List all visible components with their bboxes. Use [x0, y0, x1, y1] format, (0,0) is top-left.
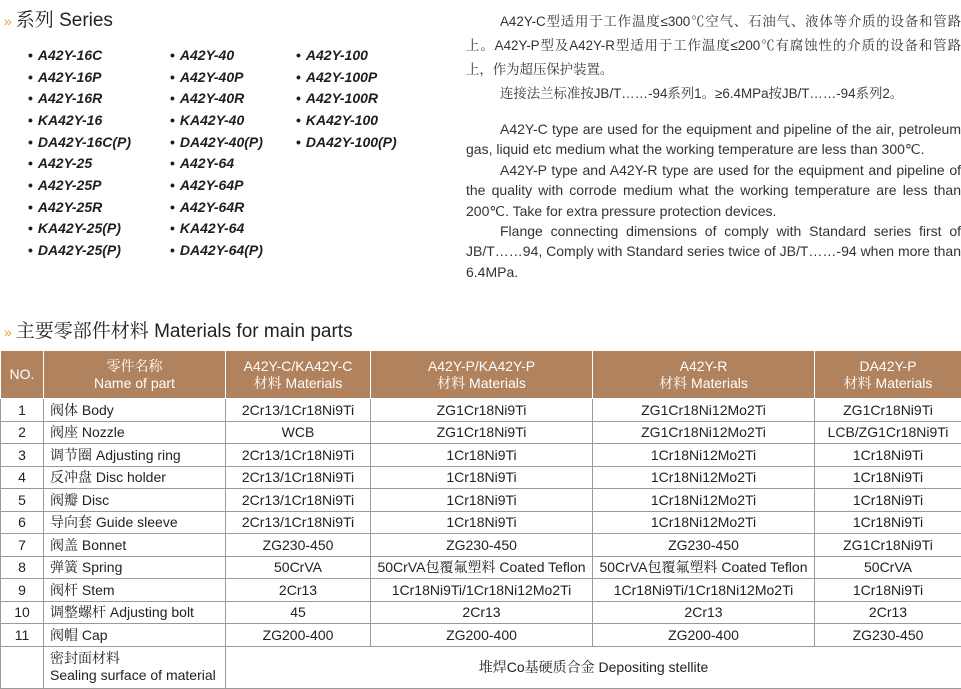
series-model: DA42Y-40(P)	[179, 133, 263, 150]
header-name-cn: 零件名称	[106, 357, 163, 374]
table-row	[1, 399, 961, 422]
chevron-icon: »	[4, 324, 10, 340]
cell-material-c: 2Cr13	[226, 579, 371, 602]
series-title: 系列 Series	[15, 10, 113, 31]
cell-material-r: 1Cr18Ni12Mo2Ti	[593, 489, 815, 512]
series-item	[28, 218, 131, 240]
cell-material-c: 2Cr13/1Cr18Ni9Ti	[226, 466, 371, 489]
sealing-name-en: Sealing surface of material	[50, 667, 216, 683]
header-model: DA42Y-P	[859, 357, 917, 374]
cell-material-c: 2Cr13/1Cr18Ni9Ti	[226, 489, 371, 512]
header-model: A42Y-R	[679, 357, 728, 374]
bullet-icon: •	[170, 220, 175, 237]
series-item	[170, 131, 263, 153]
cell-part-name: 反冲盘 Disc holder	[44, 466, 226, 489]
bullet-icon: •	[28, 111, 33, 128]
description-english	[466, 119, 961, 282]
cell-material-d: ZG1Cr18Ni9Ti	[815, 534, 961, 557]
materials-heading	[4, 316, 353, 343]
series-model: A42Y-100R	[305, 90, 379, 107]
table-row	[1, 534, 961, 557]
bullet-icon: •	[170, 176, 175, 193]
cell-no: 7	[1, 534, 44, 557]
cell-material-r: 1Cr18Ni12Mo2Ti	[593, 466, 815, 489]
series-item	[28, 66, 131, 88]
series-item	[170, 109, 263, 131]
cell-material-d: 1Cr18Ni9Ti	[815, 466, 961, 489]
cell-no: 10	[1, 601, 44, 624]
cell-part-name: 导向套 Guide sleeve	[44, 511, 226, 534]
series-model: A42Y-64	[179, 155, 235, 172]
cell-material-p: ZG200-400	[371, 624, 593, 647]
table-row	[1, 466, 961, 489]
cell-part-name: 阀体 Body	[44, 399, 226, 422]
cell-material-r: 1Cr18Ni12Mo2Ti	[593, 511, 815, 534]
series-item	[170, 66, 263, 88]
cell-material-c: 50CrVA	[226, 556, 371, 579]
header-materials: 材料 Materials	[843, 374, 933, 391]
header-name-of-part	[44, 351, 226, 399]
series-item	[28, 109, 131, 131]
description-en-paragraph: A42Y-P type and A42Y-R type are used for the equipment and pipeline of the quality with corrode medium what the working temperature are less than 200℃. Take for extra pressure protection devices.	[466, 161, 961, 219]
table-row	[1, 579, 961, 602]
header-model: A42Y-P/KA42Y-P	[427, 357, 536, 374]
series-model: DA42Y-16C(P)	[37, 133, 132, 150]
series-model: KA42Y-25(P)	[37, 220, 121, 237]
materials-table	[0, 350, 961, 689]
series-column-1	[28, 44, 131, 261]
cell-material-d: ZG1Cr18Ni9Ti	[815, 399, 961, 422]
series-model: A42Y-25P	[37, 176, 102, 193]
series-model: KA42Y-64	[179, 220, 245, 237]
cell-material-r: 1Cr18Ni12Mo2Ti	[593, 444, 815, 467]
bullet-icon: •	[296, 111, 301, 128]
bullet-icon: •	[170, 68, 175, 85]
series-item	[28, 239, 131, 261]
cell-part-name: 阀瓣 Disc	[44, 489, 226, 512]
series-item	[296, 109, 397, 131]
bullet-icon: •	[28, 68, 33, 85]
cell-material-r: ZG1Cr18Ni12Mo2Ti	[593, 421, 815, 444]
series-item	[170, 239, 263, 261]
series-item	[170, 196, 263, 218]
description-cn-paragraph: A42Y-C型适用于工作温度≤300℃空气、石油气、液体等介质的设备和管路上。A42Y-P型及A42Y-R型适用于工作温度≤200℃有腐蚀性的介质的设备和管路上，作为超压保护装置。	[466, 14, 961, 77]
cell-material-p: ZG1Cr18Ni9Ti	[371, 421, 593, 444]
cell-material-r: ZG230-450	[593, 534, 815, 557]
cell-material-p: 50CrVA包覆氟塑料 Coated Teflon	[371, 556, 593, 579]
cell-material-c: 2Cr13/1Cr18Ni9Ti	[226, 444, 371, 467]
header-no: NO.	[1, 351, 44, 399]
series-model: A42Y-40	[179, 46, 235, 63]
cell-no: 11	[1, 624, 44, 647]
series-item	[28, 174, 131, 196]
cell-material-c: ZG200-400	[226, 624, 371, 647]
cell-no	[1, 646, 44, 688]
cell-no: 9	[1, 579, 44, 602]
bullet-icon: •	[296, 46, 301, 63]
description-cn-paragraph: 连接法兰标准按JB/T……-94系列1。≥6.4MPa按JB/T……-94系列2。	[500, 86, 904, 101]
bullet-icon: •	[170, 133, 175, 150]
cell-material-d: 50CrVA	[815, 556, 961, 579]
cell-part-name: 阀盖 Bonnet	[44, 534, 226, 557]
series-column-2	[170, 44, 263, 261]
bullet-icon: •	[28, 176, 33, 193]
bullet-icon: •	[170, 155, 175, 172]
series-model: DA42Y-64(P)	[179, 242, 263, 259]
series-column-3	[296, 44, 397, 152]
series-item	[28, 131, 131, 153]
series-model: DA42Y-100(P)	[305, 133, 397, 150]
table-header-row	[1, 351, 961, 399]
series-item	[28, 44, 131, 66]
cell-no: 6	[1, 511, 44, 534]
header-col-p	[371, 351, 593, 399]
bullet-icon: •	[28, 46, 33, 63]
cell-material-d: LCB/ZG1Cr18Ni9Ti	[815, 421, 961, 444]
bullet-icon: •	[170, 46, 175, 63]
series-model: A42Y-16C	[37, 46, 103, 63]
cell-material-c: 2Cr13/1Cr18Ni9Ti	[226, 511, 371, 534]
cell-no: 5	[1, 489, 44, 512]
bullet-icon: •	[28, 133, 33, 150]
cell-no: 8	[1, 556, 44, 579]
bullet-icon: •	[28, 198, 33, 215]
bullet-icon: •	[28, 155, 33, 172]
cell-material-p: 1Cr18Ni9Ti	[371, 444, 593, 467]
bullet-icon: •	[28, 220, 33, 237]
series-model: KA42Y-100	[305, 111, 379, 128]
cell-part-name: 阀杆 Stem	[44, 579, 226, 602]
cell-material-r: ZG200-400	[593, 624, 815, 647]
bullet-icon: •	[170, 111, 175, 128]
cell-no: 1	[1, 399, 44, 422]
series-model: A42Y-40P	[179, 68, 244, 85]
series-model: A42Y-40R	[179, 90, 245, 107]
table-row	[1, 624, 961, 647]
cell-no: 2	[1, 421, 44, 444]
cell-no: 4	[1, 466, 44, 489]
table-row	[1, 601, 961, 624]
series-heading	[4, 5, 113, 32]
description-chinese	[466, 10, 961, 106]
cell-material-p: 1Cr18Ni9Ti	[371, 511, 593, 534]
cell-material-p: ZG1Cr18Ni9Ti	[371, 399, 593, 422]
series-item	[28, 152, 131, 174]
cell-material-d: 1Cr18Ni9Ti	[815, 489, 961, 512]
cell-material-d: 1Cr18Ni9Ti	[815, 511, 961, 534]
cell-material-c: 45	[226, 601, 371, 624]
description-en-paragraph: A42Y-C type are used for the equipment and pipeline of the air, petroleum gas, liquid etc medium what the working temperature are less than 300℃.	[466, 121, 961, 158]
description-en-paragraph: Flange connecting dimensions of comply with Standard series first of JB/T……94, Comply with Standard series twice of JB/T……-94 when more than 6.4MPa.	[466, 223, 961, 280]
cell-part-name: 阀帽 Cap	[44, 624, 226, 647]
table-row-sealing	[1, 646, 961, 688]
header-col-c	[226, 351, 371, 399]
bullet-icon: •	[296, 90, 301, 107]
series-model: DA42Y-25(P)	[37, 242, 121, 259]
cell-material-c: WCB	[226, 421, 371, 444]
cell-material-d: 1Cr18Ni9Ti	[815, 579, 961, 602]
header-materials: 材料 Materials	[659, 374, 748, 391]
series-item	[170, 218, 263, 240]
series-model: A42Y-25	[37, 155, 93, 172]
table-row	[1, 511, 961, 534]
chevron-icon: »	[4, 13, 10, 29]
header-name-en: Name of part	[94, 374, 175, 391]
series-model: A42Y-100P	[305, 68, 378, 85]
series-item	[170, 87, 263, 109]
series-model: A42Y-16P	[37, 68, 102, 85]
cell-part-name: 阀座 Nozzle	[44, 421, 226, 444]
series-model: A42Y-64R	[179, 198, 245, 215]
cell-material-d: 1Cr18Ni9Ti	[815, 444, 961, 467]
cell-material-d: ZG230-450	[815, 624, 961, 647]
cell-material-r: 2Cr13	[593, 601, 815, 624]
series-item	[296, 87, 397, 109]
cell-part-name: 调整螺杆 Adjusting bolt	[44, 601, 226, 624]
series-item	[296, 131, 397, 153]
cell-material-d: 2Cr13	[815, 601, 961, 624]
bullet-icon: •	[170, 90, 175, 107]
bullet-icon: •	[170, 242, 175, 259]
cell-part-name: 弹簧 Spring	[44, 556, 226, 579]
cell-material-p: 1Cr18Ni9Ti/1Cr18Ni12Mo2Ti	[371, 579, 593, 602]
cell-material-p: ZG230-450	[371, 534, 593, 557]
cell-material-p: 2Cr13	[371, 601, 593, 624]
series-model: A42Y-16R	[37, 90, 103, 107]
cell-material-p: 1Cr18Ni9Ti	[371, 466, 593, 489]
cell-material-r: ZG1Cr18Ni12Mo2Ti	[593, 399, 815, 422]
table-row	[1, 421, 961, 444]
series-item	[296, 66, 397, 88]
header-materials: 材料 Materials	[253, 374, 343, 391]
series-model: A42Y-100	[305, 46, 368, 63]
cell-material-r: 50CrVA包覆氟塑料 Coated Teflon	[593, 556, 815, 579]
series-model: A42Y-64P	[179, 176, 244, 193]
series-model: A42Y-25R	[37, 198, 103, 215]
cell-material-c: ZG230-450	[226, 534, 371, 557]
bullet-icon: •	[28, 242, 33, 259]
sealing-name-cn: 密封面材料	[50, 650, 120, 666]
series-model: KA42Y-16	[37, 111, 103, 128]
header-col-r	[593, 351, 815, 399]
cell-sealing-value: 堆焊Co基硬质合金 Depositing stellite	[226, 646, 961, 688]
series-item	[296, 44, 397, 66]
cell-material-r: 1Cr18Ni9Ti/1Cr18Ni12Mo2Ti	[593, 579, 815, 602]
bullet-icon: •	[28, 90, 33, 107]
header-model: A42Y-C/KA42Y-C	[243, 357, 353, 374]
series-model: KA42Y-40	[179, 111, 245, 128]
series-item	[170, 174, 263, 196]
series-item	[28, 87, 131, 109]
bullet-icon: •	[296, 68, 301, 85]
header-materials: 材料 Materials	[437, 374, 526, 391]
series-item	[170, 44, 263, 66]
cell-material-c: 2Cr13/1Cr18Ni9Ti	[226, 399, 371, 422]
cell-sealing-name	[44, 646, 226, 688]
table-row	[1, 489, 961, 512]
materials-title: 主要零部件材料 Materials for main parts	[15, 321, 353, 342]
cell-no: 3	[1, 444, 44, 467]
table-row	[1, 556, 961, 579]
cell-material-p: 1Cr18Ni9Ti	[371, 489, 593, 512]
bullet-icon: •	[296, 133, 301, 150]
cell-part-name: 调节圈 Adjusting ring	[44, 444, 226, 467]
series-item	[170, 152, 263, 174]
header-col-d	[815, 351, 961, 399]
series-item	[28, 196, 131, 218]
table-row	[1, 444, 961, 467]
series-list	[28, 44, 448, 264]
bullet-icon: •	[170, 198, 175, 215]
